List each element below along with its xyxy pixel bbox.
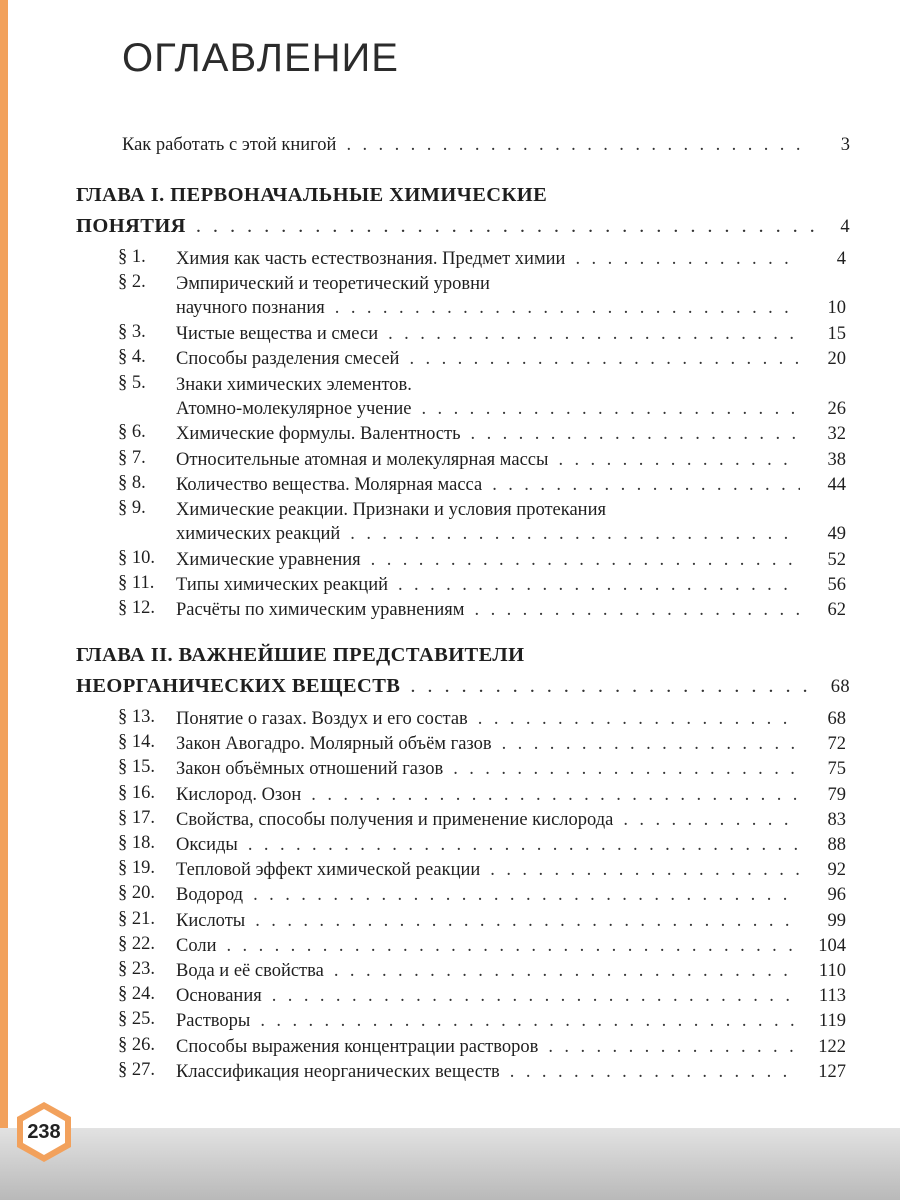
dot-leader <box>272 985 800 1007</box>
section-number: § 7. <box>118 447 146 468</box>
section-number: § 18. <box>118 833 155 853</box>
toc-section-entry[interactable] <box>0 908 900 932</box>
section-page: 15 <box>827 324 846 345</box>
section-title: Основания <box>176 986 262 1007</box>
toc-section-entry[interactable] <box>0 882 900 906</box>
section-number: § 24. <box>118 984 155 1005</box>
section-title: Соли <box>176 935 217 956</box>
page-number-badge <box>12 1100 76 1164</box>
section-title: химических реакций <box>176 524 341 544</box>
dot-leader <box>350 523 800 545</box>
section-number: § 8. <box>118 472 146 493</box>
dot-leader <box>490 859 800 881</box>
toc-entry-page: 3 <box>840 135 850 155</box>
dot-leader <box>492 474 800 496</box>
chapter-2-heading[interactable] <box>76 644 850 698</box>
toc-entry-intro[interactable] <box>122 132 850 156</box>
section-title: Оксиды <box>176 835 238 855</box>
section-number: § 23. <box>118 959 155 979</box>
section-title: Знаки химических элементов. <box>176 374 412 395</box>
toc-section-entry[interactable] <box>0 756 900 780</box>
toc-section-entry[interactable] <box>0 933 900 957</box>
section-page: 122 <box>818 1036 846 1057</box>
section-page: 113 <box>818 986 846 1007</box>
chapter-2-title-line1: ГЛАВА II. ВАЖНЕЙШИЕ ПРЕДСТАВИТЕЛИ <box>76 644 525 666</box>
section-title: Кислоты <box>176 910 246 931</box>
dot-leader <box>311 784 800 806</box>
section-title: Свойства, способы получения и применение кислорода <box>176 809 614 830</box>
dot-leader <box>260 1010 800 1032</box>
toc-section-entry[interactable] <box>0 731 900 755</box>
section-page: 110 <box>818 961 846 981</box>
toc-section-entry[interactable] <box>0 246 900 270</box>
toc-section-entry[interactable] <box>0 572 900 596</box>
section-number: § 22. <box>118 933 155 954</box>
section-page: 119 <box>818 1011 846 1032</box>
toc-section-entry[interactable] <box>0 421 900 445</box>
section-page: 79 <box>827 784 846 805</box>
dot-leader <box>510 1061 800 1083</box>
dot-leader <box>478 708 800 730</box>
toc-section-entry[interactable] <box>0 807 900 831</box>
section-number: § 25. <box>118 1009 155 1030</box>
section-title: Химические реакции. Признаки и условия протекания <box>176 500 606 520</box>
dot-leader <box>623 809 800 831</box>
section-page: 56 <box>827 575 846 596</box>
section-number: § 5. <box>118 372 146 393</box>
section-number: § 9. <box>118 498 146 518</box>
section-number: § 16. <box>118 782 155 803</box>
dot-leader <box>388 323 800 345</box>
section-page: 44 <box>827 474 846 495</box>
section-page: 75 <box>827 759 846 780</box>
toc-section-entry[interactable] <box>0 547 900 571</box>
toc-section-entry[interactable] <box>0 271 900 319</box>
dot-leader <box>226 935 800 957</box>
toc-section-entry[interactable] <box>0 597 900 621</box>
section-number: § 10. <box>118 547 155 568</box>
section-title: Химия как часть естествознания. Предмет химии <box>176 249 566 269</box>
section-title: научного познания <box>176 298 325 319</box>
section-number: § 3. <box>118 322 146 343</box>
dot-leader <box>410 675 814 698</box>
section-title: Типы химических реакций <box>176 575 388 596</box>
toc-section-entry[interactable] <box>0 782 900 806</box>
section-title: Закон объёмных отношений газов <box>176 759 444 780</box>
section-title: Классификация неорганических веществ <box>176 1061 500 1082</box>
section-page: 104 <box>818 935 846 956</box>
toc-section-entry[interactable] <box>0 346 900 370</box>
dot-leader <box>409 348 800 370</box>
section-page: 96 <box>827 885 846 906</box>
dot-leader <box>255 910 800 932</box>
dot-leader <box>422 398 801 420</box>
chapter-1-heading[interactable] <box>76 184 850 238</box>
section-title: Способы выражения концентрации растворов <box>176 1036 539 1057</box>
section-number: § 1. <box>118 247 146 267</box>
dot-leader <box>502 733 800 755</box>
toc-section-entry[interactable] <box>0 372 900 420</box>
section-number: § 2. <box>118 272 146 293</box>
section-title: Атомно-молекулярное учение <box>176 398 412 419</box>
section-page: 26 <box>827 398 846 419</box>
section-page: 127 <box>818 1061 846 1082</box>
dot-leader <box>253 884 800 906</box>
chapter-2-title-line2: НЕОРГАНИЧЕСКИХ ВЕЩЕСТВ <box>76 675 401 697</box>
dot-leader <box>558 449 800 471</box>
dot-leader <box>346 134 804 156</box>
section-number: § 14. <box>118 732 155 753</box>
dot-leader <box>196 215 814 238</box>
toc-section-entry[interactable] <box>0 958 900 982</box>
section-page: 38 <box>827 449 846 470</box>
dot-leader <box>334 960 800 982</box>
section-title: Эмпирический и теоретический уровни <box>176 274 490 295</box>
section-number: § 21. <box>118 908 155 929</box>
section-page: 49 <box>827 524 846 544</box>
section-page: 4 <box>836 249 846 269</box>
toc-section-entry[interactable] <box>0 983 900 1007</box>
section-page: 99 <box>827 910 846 931</box>
section-page: 32 <box>827 424 846 445</box>
section-number: § 15. <box>118 757 155 778</box>
section-page: 52 <box>827 549 846 570</box>
section-title: Закон Авогадро. Молярный объём газов <box>176 734 492 755</box>
toc-section-entry[interactable] <box>0 321 900 345</box>
section-number: § 17. <box>118 807 155 828</box>
section-page: 10 <box>827 298 846 319</box>
toc-section-entry[interactable] <box>0 832 900 856</box>
section-number: § 26. <box>118 1034 155 1055</box>
section-page: 72 <box>827 734 846 755</box>
section-page: 68 <box>827 709 846 729</box>
section-number: § 6. <box>118 422 146 443</box>
section-page: 92 <box>827 860 846 881</box>
section-title: Тепловой эффект химической реакции <box>176 860 481 881</box>
section-title: Способы разделения смесей <box>176 349 400 370</box>
dot-leader <box>475 599 800 621</box>
section-number: § 13. <box>118 707 155 727</box>
section-title: Понятие о газах. Воздух и его состав <box>176 709 468 729</box>
chapter-2-page: 68 <box>830 677 850 697</box>
section-title: Чистые вещества и смеси <box>176 324 379 345</box>
toc-section-entry[interactable] <box>0 472 900 496</box>
section-title: Водород <box>176 885 244 906</box>
section-number: § 27. <box>118 1059 155 1080</box>
page-number: 238 <box>27 1121 61 1143</box>
section-number: § 12. <box>118 598 155 619</box>
dot-leader <box>335 297 800 319</box>
toc-entry-text: Как работать с этой книгой <box>122 135 337 155</box>
chapter-1-title-line2: ПОНЯТИЯ <box>76 215 186 237</box>
section-page: 83 <box>827 809 846 830</box>
section-title: Количество вещества. Молярная масса <box>176 474 483 495</box>
toc-section-entry[interactable] <box>0 1059 900 1083</box>
dot-leader <box>453 758 800 780</box>
toc-section-entry[interactable] <box>0 447 900 471</box>
section-page: 62 <box>827 600 846 621</box>
page-title: ОГЛАВЛЕНИЕ <box>122 36 399 80</box>
section-title: Растворы <box>176 1011 251 1032</box>
dot-leader <box>248 834 800 856</box>
dot-leader <box>548 1036 800 1058</box>
section-title: Кислород. Озон <box>176 784 302 805</box>
toc-section-entry[interactable] <box>0 1034 900 1058</box>
chapter-1-title-line1: ГЛАВА I. ПЕРВОНАЧАЛЬНЫЕ ХИМИЧЕСКИЕ <box>76 184 548 206</box>
toc-section-entry[interactable] <box>0 857 900 881</box>
section-number: § 19. <box>118 858 155 879</box>
dot-leader <box>575 248 800 270</box>
section-page: 20 <box>827 349 846 370</box>
section-number: § 4. <box>118 347 146 368</box>
section-title: Химические уравнения <box>176 549 361 570</box>
dot-leader <box>398 574 800 596</box>
toc-section-entry[interactable] <box>0 1008 900 1032</box>
dot-leader <box>371 549 800 571</box>
section-title: Относительные атомная и молекулярная массы <box>176 449 549 470</box>
section-page: 88 <box>827 835 846 855</box>
toc-section-entry[interactable] <box>0 497 900 545</box>
section-title: Химические формулы. Валентность <box>176 424 461 445</box>
toc-section-entry[interactable] <box>0 706 900 730</box>
section-title: Расчёты по химическим уравнениям <box>176 600 465 621</box>
section-number: § 11. <box>118 573 155 594</box>
section-title: Вода и её свойства <box>176 961 324 981</box>
dot-leader <box>471 423 800 445</box>
chapter-1-page: 4 <box>840 217 850 237</box>
section-number: § 20. <box>118 883 155 904</box>
